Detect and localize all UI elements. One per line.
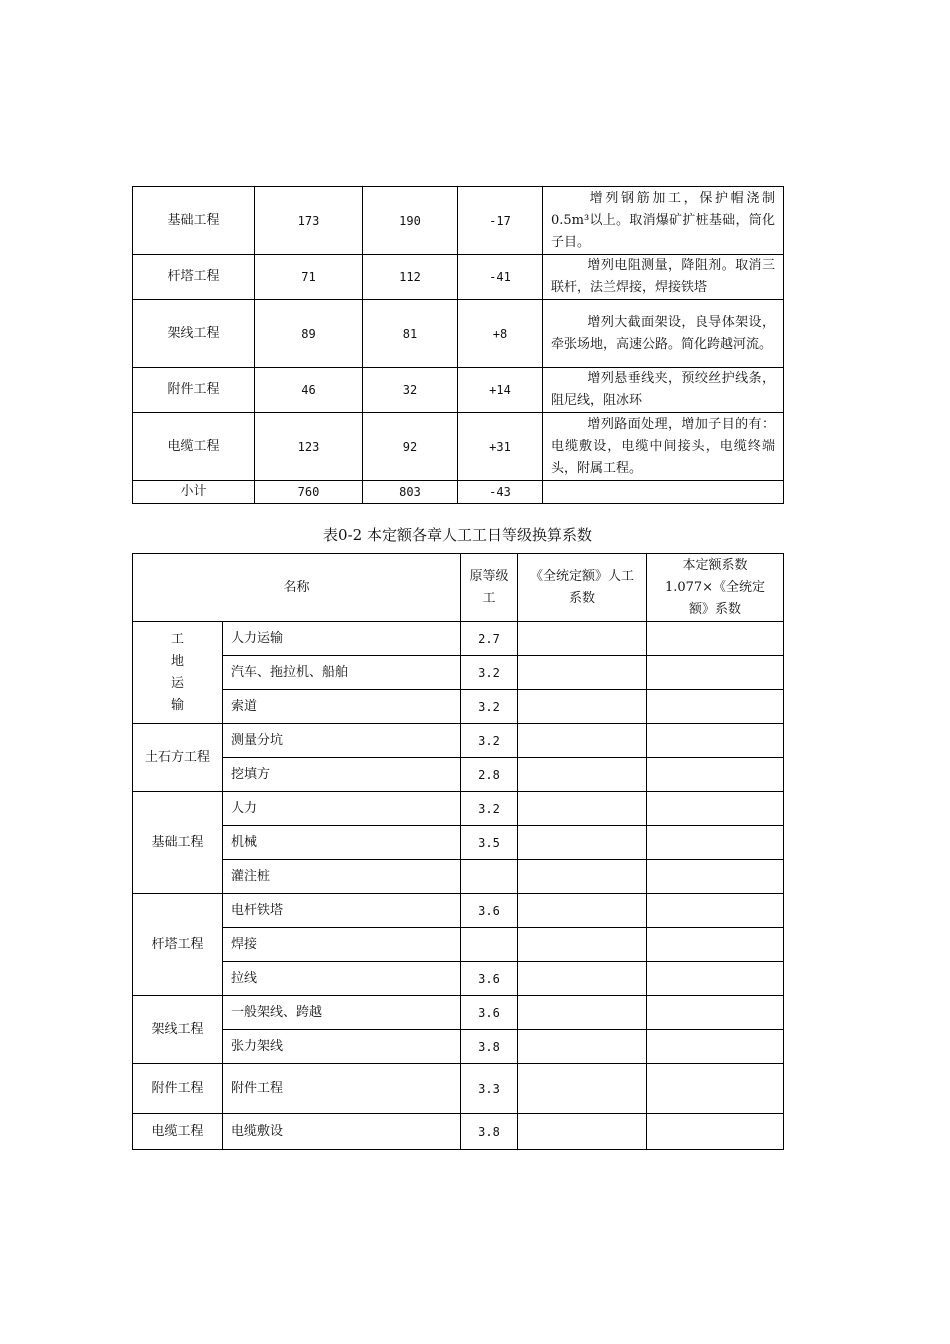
chapter-name: 架线工程 — [133, 300, 255, 368]
item-label: 焊接 — [223, 928, 461, 962]
table-row — [133, 622, 784, 656]
count-a: 89 — [255, 300, 363, 368]
table-row — [133, 724, 784, 758]
table-row — [133, 413, 784, 481]
item-grade: 3.6 — [461, 996, 518, 1030]
group-name: 工地运输 — [171, 631, 185, 713]
coef-this-cell — [647, 928, 784, 962]
count-a: 46 — [255, 368, 363, 413]
item-label: 电缆敷设 — [223, 1114, 461, 1150]
item-label: 电杆铁塔 — [223, 894, 461, 928]
item-grade: 3.2 — [461, 656, 518, 690]
item-grade: 3.5 — [461, 826, 518, 860]
coef-this-cell — [647, 656, 784, 690]
coef-this-cell — [647, 826, 784, 860]
subtotal-row — [133, 481, 784, 504]
item-grade: 3.2 — [461, 792, 518, 826]
coef-full-cell — [518, 928, 647, 962]
table-row — [133, 187, 784, 255]
coef-full-cell — [518, 758, 647, 792]
coef-this-cell — [647, 758, 784, 792]
group-name: 杆塔工程 — [133, 894, 223, 996]
item-grade — [461, 928, 518, 962]
coef-this-cell — [647, 996, 784, 1030]
coef-full-cell — [518, 1030, 647, 1064]
item-grade — [461, 860, 518, 894]
change-note: 增列悬垂线夹，预绞丝护线条，阻尼线，阻冰环 — [551, 371, 775, 408]
item-label: 附件工程 — [223, 1064, 461, 1114]
table-row — [133, 255, 784, 300]
item-label: 机械 — [223, 826, 461, 860]
count-a: 123 — [255, 413, 363, 481]
item-grade: 3.8 — [461, 1030, 518, 1064]
item-label: 索道 — [223, 690, 461, 724]
count-diff: +8 — [458, 300, 543, 368]
coef-full-cell — [518, 656, 647, 690]
subtotal-note — [543, 481, 784, 504]
item-grade: 3.2 — [461, 724, 518, 758]
table-row — [133, 300, 784, 368]
coef-full-cell — [518, 826, 647, 860]
group-name: 电缆工程 — [133, 1114, 223, 1150]
table-row — [133, 928, 784, 962]
coef-full-cell — [518, 622, 647, 656]
count-a: 71 — [255, 255, 363, 300]
coef-this-cell — [647, 622, 784, 656]
count-b: 81 — [363, 300, 458, 368]
table-row — [133, 962, 784, 996]
table-row — [133, 860, 784, 894]
header-row — [133, 554, 784, 622]
coef-full-cell — [518, 690, 647, 724]
subtotal-b: 803 — [363, 481, 458, 504]
count-diff: +31 — [458, 413, 543, 481]
coef-full-cell — [518, 962, 647, 996]
subtotal-a: 760 — [255, 481, 363, 504]
item-grade: 3.6 — [461, 894, 518, 928]
coef-full-cell — [518, 1064, 647, 1114]
header-grade: 原等级工 — [461, 554, 518, 622]
change-note: 增列路面处理，增加子目的有：电缆敷设，电缆中间接头，电缆终端头，附属工程。 — [551, 416, 775, 476]
chapter-name: 附件工程 — [133, 368, 255, 413]
item-grade: 3.2 — [461, 690, 518, 724]
group-name: 架线工程 — [133, 996, 223, 1064]
item-label: 人力运输 — [223, 622, 461, 656]
group-name: 附件工程 — [133, 1064, 223, 1114]
coef-this-cell — [647, 962, 784, 996]
table-row — [133, 1030, 784, 1064]
count-b: 32 — [363, 368, 458, 413]
header-coef-this: 本定额系数 1.077×《全统定额》系数 — [647, 554, 784, 622]
coef-this-cell — [647, 1064, 784, 1114]
count-b: 112 — [363, 255, 458, 300]
item-label: 测量分坑 — [223, 724, 461, 758]
table-row — [133, 996, 784, 1030]
coef-full-cell — [518, 860, 647, 894]
coef-this-cell — [647, 1114, 784, 1150]
item-label: 一般架线、跨越 — [223, 996, 461, 1030]
chapter-comparison-table — [132, 186, 784, 504]
count-diff: +14 — [458, 368, 543, 413]
item-grade: 3.8 — [461, 1114, 518, 1150]
change-note: 增列电阻测量，降阻剂。取消三联杆，法兰焊接，焊接铁塔 — [551, 258, 775, 295]
group-name: 土石方工程 — [133, 724, 223, 792]
coef-full-cell — [518, 894, 647, 928]
change-note: 增列钢筋加工，保护帽浇制0.5m³以上。取消爆矿扩桩基础，筒化子目。 — [551, 190, 775, 250]
item-label: 张力架线 — [223, 1030, 461, 1064]
table-row — [133, 758, 784, 792]
coef-full-cell — [518, 1114, 647, 1150]
subtotal-diff: -43 — [458, 481, 543, 504]
header-name: 名称 — [133, 554, 461, 622]
chapter-name: 电缆工程 — [133, 413, 255, 481]
count-a: 173 — [255, 187, 363, 255]
item-label: 人力 — [223, 792, 461, 826]
coef-this-cell — [647, 792, 784, 826]
chapter-name: 杆塔工程 — [133, 255, 255, 300]
coef-full-cell — [518, 724, 647, 758]
table-row — [133, 1064, 784, 1114]
item-grade: 3.3 — [461, 1064, 518, 1114]
coef-full-cell — [518, 996, 647, 1030]
table-row — [133, 690, 784, 724]
labor-coefficient-table — [132, 553, 784, 1150]
table-row — [133, 792, 784, 826]
change-note: 增列大截面架设，良导体架设，牵张场地，高速公路。简化跨越河流。 — [551, 314, 775, 352]
coef-this-cell — [647, 894, 784, 928]
count-diff: -17 — [458, 187, 543, 255]
coef-this-cell — [647, 690, 784, 724]
coef-this-cell — [647, 724, 784, 758]
coef-this-cell — [647, 860, 784, 894]
table-row — [133, 368, 784, 413]
chapter-name: 基础工程 — [133, 187, 255, 255]
item-label: 灌注桩 — [223, 860, 461, 894]
item-label: 挖填方 — [223, 758, 461, 792]
table-row — [133, 826, 784, 860]
coef-full-cell — [518, 792, 647, 826]
count-b: 92 — [363, 413, 458, 481]
item-label: 汽车、拖拉机、船舶 — [223, 656, 461, 690]
table-row — [133, 1114, 784, 1150]
group-name: 基础工程 — [133, 792, 223, 894]
header-coef-full: 《全统定额》人工系数 — [518, 554, 647, 622]
count-b: 190 — [363, 187, 458, 255]
table-row — [133, 656, 784, 690]
item-grade: 3.6 — [461, 962, 518, 996]
table-row — [133, 894, 784, 928]
item-label: 拉线 — [223, 962, 461, 996]
item-grade: 2.8 — [461, 758, 518, 792]
count-diff: -41 — [458, 255, 543, 300]
item-grade: 2.7 — [461, 622, 518, 656]
table-caption: 表0-2 本定额各章人工工日等级换算系数 — [323, 526, 592, 544]
coef-this-cell — [647, 1030, 784, 1064]
subtotal-label: 小计 — [133, 481, 255, 504]
